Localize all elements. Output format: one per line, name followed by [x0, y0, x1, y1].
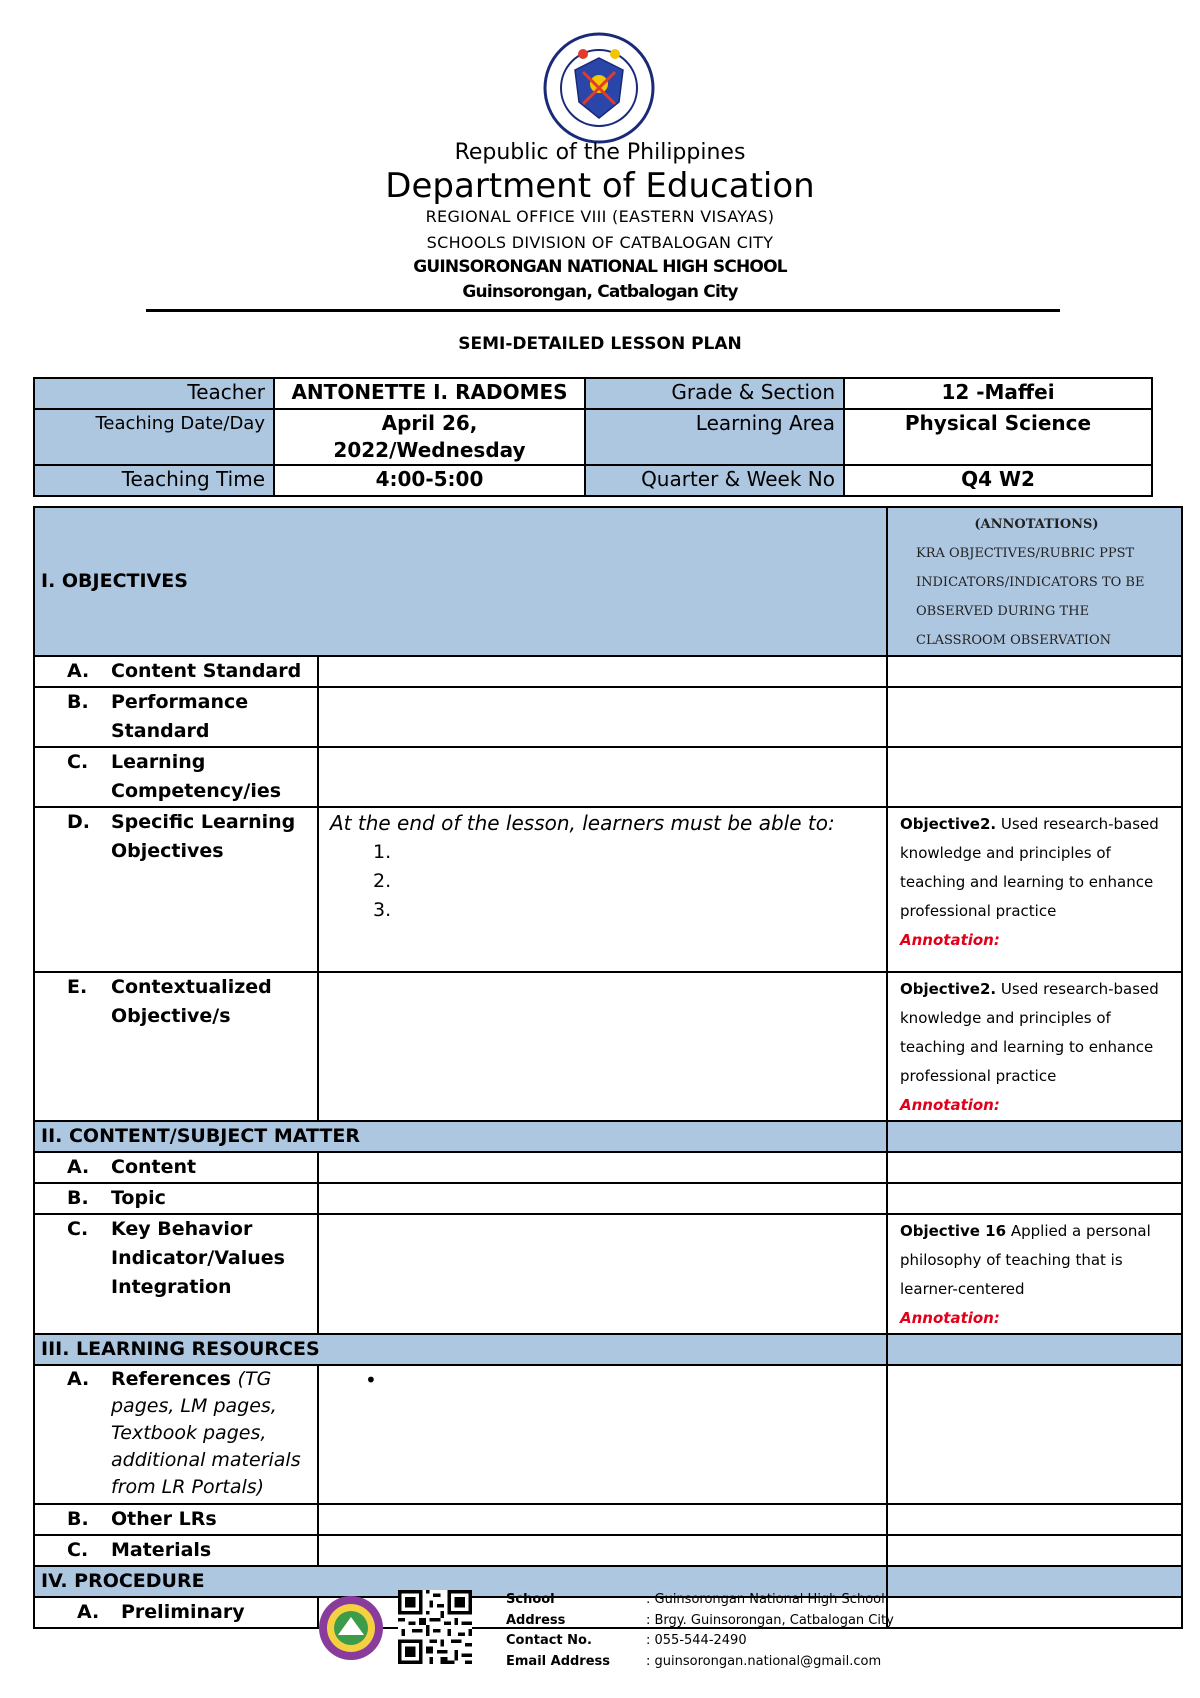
- objectives-numbered-list: [325, 838, 880, 925]
- content-standard-value: [318, 656, 887, 687]
- objectives-section-heading: I. OBJECTIVES: [34, 507, 887, 656]
- list-number: 1.: [373, 841, 392, 863]
- annotations-title: (ANNOTATIONS): [974, 517, 1099, 532]
- footer-contact-label: Contact No.: [506, 1633, 592, 1648]
- preliminary-label: Preliminary: [121, 1601, 245, 1623]
- content-value: [318, 1152, 887, 1183]
- references-annotation: [887, 1365, 1182, 1504]
- learning-competency-label-cell: [34, 747, 318, 807]
- specific-objectives-label-cell: [34, 807, 318, 972]
- specific-objectives-annotation: [887, 807, 1182, 972]
- list-item: [373, 896, 880, 925]
- region-heading: REGIONAL OFFICE VIII (EASTERN VISAYAS): [425, 207, 775, 226]
- teacher-label: Teacher: [34, 378, 274, 409]
- footer-school-value: : Guinsorongan National High School: [646, 1592, 885, 1607]
- preliminary-label-cell: [34, 1597, 318, 1628]
- teaching-time-label: Teaching Time: [34, 465, 274, 496]
- item-letter: B.: [67, 1508, 89, 1530]
- materials-label: Materials: [111, 1539, 212, 1561]
- list-number: 3.: [373, 899, 392, 921]
- annotation-objective-label: Objective2.: [900, 980, 997, 998]
- performance-standard-label: Performance Standard: [111, 691, 249, 742]
- item-letter: B.: [67, 1187, 89, 1209]
- item-letter: C.: [67, 751, 89, 773]
- annotation-label: Annotation:: [900, 1309, 1000, 1327]
- quarter-week-value: Q4 W2: [844, 465, 1152, 496]
- item-letter: A.: [67, 1368, 90, 1390]
- specific-objectives-label: Specific Learning Objectives: [111, 811, 296, 862]
- performance-standard-annotation: [887, 687, 1182, 747]
- key-behavior-annotation: [887, 1214, 1182, 1334]
- footer-school-label: School: [506, 1592, 555, 1607]
- item-letter: A.: [67, 1156, 90, 1178]
- republic-heading: Republic of the Philippines: [454, 140, 746, 165]
- contextualized-objectives-label: Contextualized Objective/s: [111, 976, 272, 1027]
- learning-area-value: Physical Science: [844, 409, 1152, 465]
- topic-label: Topic: [111, 1187, 166, 1209]
- performance-standard-label-cell: [34, 687, 318, 747]
- topic-value: [318, 1183, 887, 1214]
- other-lrs-value: [318, 1504, 887, 1535]
- item-letter: A.: [77, 1601, 100, 1623]
- item-letter: E.: [67, 976, 88, 998]
- resources-section-heading: III. LEARNING RESOURCES: [34, 1334, 887, 1365]
- annotations-description: KRA OBJECTIVES/RUBRIC PPST INDICATORS/INDICATORS TO BE OBSERVED DURING THE CLASSROOM OBSERVATION: [916, 546, 1145, 648]
- learning-competency-label: Learning Competency/ies: [111, 751, 282, 802]
- key-behavior-label-cell: [34, 1214, 318, 1334]
- content-label-cell: [34, 1152, 318, 1183]
- grade-section-value: 12 -Maffei: [844, 378, 1152, 409]
- item-letter: A.: [67, 660, 90, 682]
- quarter-week-label: Quarter & Week No: [585, 465, 844, 496]
- references-bullet: •: [365, 1368, 377, 1392]
- contextualized-objectives-annotation: [887, 972, 1182, 1121]
- document-title: SEMI-DETAILED LESSON PLAN: [458, 334, 742, 354]
- materials-value: [318, 1535, 887, 1566]
- objectives-intro-text: At the end of the lesson, learners must be able to:: [330, 811, 835, 835]
- specific-objectives-value: [318, 807, 887, 972]
- school-heading: GUINSORONGAN NATIONAL HIGH SCHOOL: [413, 257, 787, 277]
- resources-section-annotation: [887, 1334, 1182, 1365]
- annotation-objective-label: Objective 16: [900, 1222, 1007, 1240]
- content-standard-annotation: [887, 656, 1182, 687]
- school-logo: [318, 1595, 384, 1661]
- department-heading: Department of Education: [385, 166, 815, 206]
- deped-seal-logo: [543, 32, 655, 144]
- contextualized-objectives-value: [318, 972, 887, 1121]
- key-behavior-value: [318, 1214, 887, 1334]
- other-lrs-label-cell: [34, 1504, 318, 1535]
- content-label: Content: [111, 1156, 197, 1178]
- footer-email-label: Email Address: [506, 1653, 611, 1669]
- list-item: [373, 838, 880, 867]
- annotation-label: Annotation:: [900, 931, 1000, 949]
- lesson-plan-table: [33, 506, 1183, 1629]
- lesson-info-table: [33, 377, 1153, 497]
- teaching-time-value: 4:00-5:00: [274, 465, 585, 496]
- qr-code-icon: [398, 1590, 472, 1664]
- references-value: [318, 1365, 887, 1504]
- teacher-value: ANTONETTE I. RADOMES: [274, 378, 585, 409]
- item-letter: D.: [67, 811, 90, 833]
- division-heading: SCHOOLS DIVISION OF CATBALOGAN CITY: [426, 233, 774, 252]
- annotation-objective-text: Applied a personal philosophy of teaching that is learner-centered: [900, 1222, 1151, 1298]
- annotation-label: Annotation:: [900, 1096, 1000, 1114]
- annotations-header: [887, 507, 1182, 656]
- annotation-objective-label: Objective2.: [900, 815, 997, 833]
- annotation-objective-text: Used research-based knowledge and principles of teaching and learning to enhance professional practice: [900, 815, 1159, 920]
- contextualized-objectives-label-cell: [34, 972, 318, 1121]
- school-address-heading: Guinsorongan, Catbalogan City: [462, 282, 738, 302]
- other-lrs-annotation: [887, 1504, 1182, 1535]
- preliminary-annotation: [887, 1597, 1182, 1628]
- item-letter: C.: [67, 1539, 89, 1561]
- topic-label-cell: [34, 1183, 318, 1214]
- key-behavior-label: Key Behavior Indicator/Values Integration: [111, 1218, 285, 1298]
- item-letter: B.: [67, 691, 89, 713]
- annotation-objective-text: Used research-based knowledge and principles of teaching and learning to enhance professional practice: [900, 980, 1159, 1085]
- teaching-date-value: April 26, 2022/Wednesday: [274, 409, 585, 465]
- list-item: [373, 867, 880, 896]
- learning-area-label: Learning Area: [585, 409, 844, 465]
- procedure-section-annotation: [887, 1566, 1182, 1597]
- other-lrs-label: Other LRs: [111, 1508, 217, 1530]
- references-label-cell: [34, 1365, 318, 1504]
- list-number: 2.: [373, 870, 392, 892]
- footer-address-label: Address: [506, 1612, 566, 1628]
- footer-email-value[interactable]: : guinsorongan.national@gmail.com: [646, 1653, 882, 1669]
- header-divider: [146, 309, 1060, 312]
- learning-competency-value: [318, 747, 887, 807]
- content-standard-label-cell: [34, 656, 318, 687]
- materials-annotation: [887, 1535, 1182, 1566]
- topic-annotation: [887, 1183, 1182, 1214]
- references-label: References: [111, 1368, 231, 1390]
- materials-label-cell: [34, 1535, 318, 1566]
- references-note: (TG pages, LM pages, Textbook pages, additional materials from LR Portals): [111, 1368, 301, 1498]
- content-annotation: [887, 1152, 1182, 1183]
- performance-standard-value: [318, 687, 887, 747]
- content-section-heading: II. CONTENT/SUBJECT MATTER: [34, 1121, 887, 1152]
- footer-contact-value: : 055-544-2490: [646, 1633, 747, 1648]
- content-section-annotation: [887, 1121, 1182, 1152]
- school-contact-info: [506, 1590, 894, 1672]
- teaching-date-label: Teaching Date/Day: [34, 409, 274, 465]
- item-letter: C.: [67, 1218, 89, 1240]
- footer-address-value: : Brgy. Guinsorongan, Catbalogan City: [646, 1612, 894, 1628]
- grade-section-label: Grade & Section: [585, 378, 844, 409]
- learning-competency-annotation: [887, 747, 1182, 807]
- content-standard-label: Content Standard: [111, 660, 302, 682]
- procedure-section-heading: IV. PROCEDURE: [34, 1566, 887, 1597]
